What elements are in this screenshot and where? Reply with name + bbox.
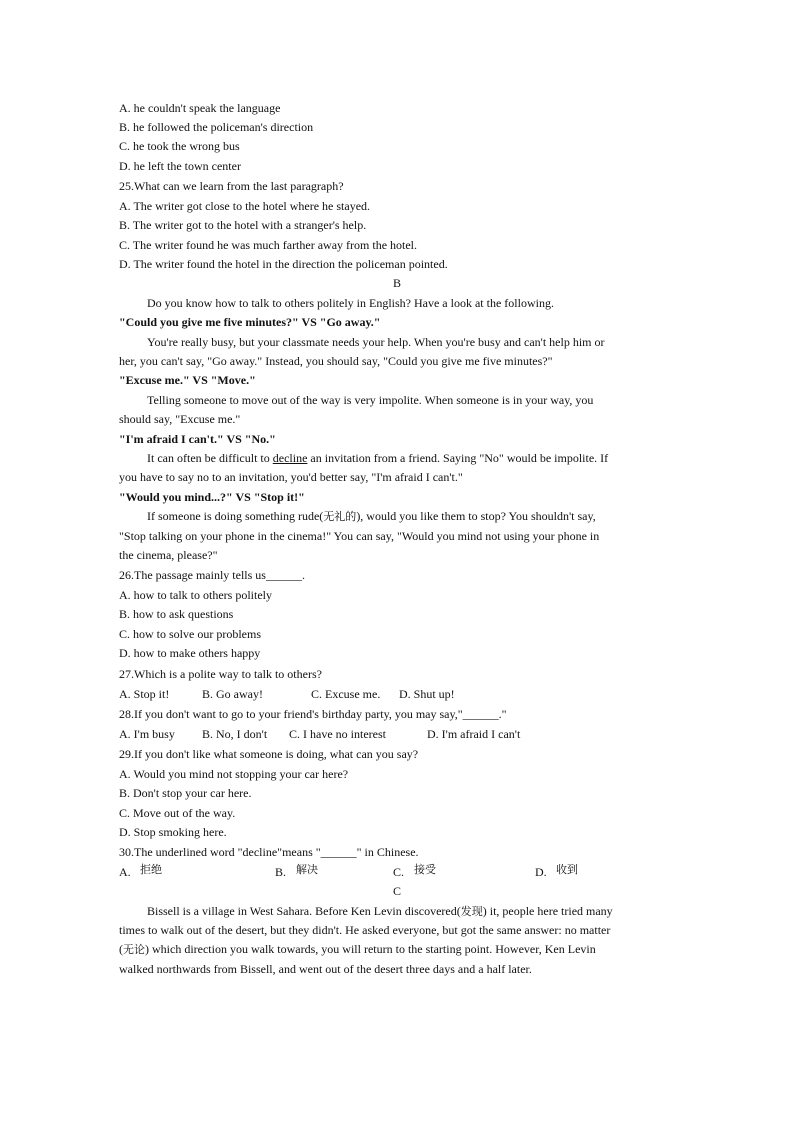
q30-options (119, 862, 599, 880)
section-b-heading-3: "I'm afraid I can't." VS "No." (119, 432, 276, 446)
section-b-heading-2: "Excuse me." VS "Move." (119, 373, 256, 387)
q28-option-b: B. No, I don't (202, 727, 268, 741)
q30-option-b: 解决 (296, 863, 318, 876)
q28-options (119, 726, 539, 742)
q30-option-d-label: D. (535, 865, 547, 879)
p4-chinese-gloss: 无礼的 (323, 510, 357, 523)
c-line3-post: ) which direction you walk towards, you will return to the starting point. However, Ken Levin (145, 942, 596, 956)
section-b-p4-line3: the cinema, please?" (119, 548, 218, 562)
section-c-line4: walked northwards from Bissell, and went out of the desert three days and a half later. (119, 962, 532, 976)
q28-option-c: C. I have no interest (289, 727, 386, 741)
section-b-p2-line1: Telling someone to move out of the way is very impolite. When someone is in your way, you (147, 393, 594, 407)
p3-line1-pre: It can often be difficult to (147, 451, 273, 465)
q30-question: 30.The underlined word "decline"means "______" in Chinese. (119, 845, 419, 859)
q26-question: 26.The passage mainly tells us______. (119, 568, 305, 582)
q30-option-c: 接受 (414, 863, 436, 876)
q27-option-c: C. Excuse me. (311, 687, 381, 701)
q29-option-d: D. Stop smoking here. (119, 825, 227, 839)
q24-option-d: D. he left the town center (119, 159, 241, 173)
q26-option-d: D. how to make others happy (119, 646, 261, 660)
q27-option-b: B. Go away! (202, 687, 263, 701)
q28-question: 28.If you don't want to go to your friend's birthday party, you may say,"______." (119, 707, 507, 721)
section-c-line1 (147, 903, 613, 920)
q25-option-b: B. The writer got to the hotel with a stranger's help. (119, 218, 367, 232)
q30-option-a-label: A. (119, 865, 131, 879)
q29-option-c: C. Move out of the way. (119, 806, 236, 820)
section-b-p4-line1 (147, 508, 596, 525)
c-line1-pre: Bissell is a village in West Sahara. Before Ken Levin discovered( (147, 904, 461, 918)
section-b-p4-line2: "Stop talking on your phone in the cinema!" You can say, "Would you mind not using your phone in (119, 529, 600, 543)
q25-option-a: A. The writer got close to the hotel where he stayed. (119, 199, 371, 213)
section-b-heading-1: "Could you give me five minutes?" VS "Go away." (119, 315, 381, 329)
q29-question: 29.If you don't like what someone is doing, what can you say? (119, 747, 419, 761)
q27-option-d: D. Shut up! (399, 687, 455, 701)
q30-option-c-label: C. (393, 865, 405, 879)
q28-option-d: D. I'm afraid I can't (427, 727, 521, 741)
section-b-label: B (392, 276, 401, 290)
q27-question: 27.Which is a polite way to talk to others? (119, 667, 322, 681)
section-b-p1-line1: You're really busy, but your classmate needs your help. When you're busy and can't help him or (147, 335, 605, 349)
q26-option-c: C. how to solve our problems (119, 627, 261, 641)
section-b-p3-line2: you have to say no to an invitation, you'd better say, "I'm afraid I can't." (119, 470, 463, 484)
q24-option-a: A. he couldn't speak the language (119, 101, 281, 115)
q25-question: 25.What can we learn from the last paragraph? (119, 179, 344, 193)
section-b-p3-line1 (147, 450, 608, 466)
q27-option-a: A. Stop it! (119, 687, 170, 701)
section-c-line3 (119, 941, 596, 958)
q30-option-d: 收到 (556, 863, 578, 876)
p4-line1-post: ), would you like them to stop? You shouldn't say, (356, 509, 596, 523)
c-line1-post: ) it, people here tried many (482, 904, 613, 918)
p4-line1-pre: If someone is doing something rude( (147, 509, 324, 523)
c-line3-pre: ( (119, 942, 123, 956)
decline-underlined-word: decline (272, 451, 308, 465)
q27-options (119, 686, 479, 702)
section-c-line2: times to walk out of the desert, but they didn't. He asked everyone, but got the same answer: no matter (119, 923, 611, 937)
q30-option-a: 拒绝 (140, 863, 162, 876)
q25-option-d: D. The writer found the hotel in the direction the policeman pointed. (119, 257, 448, 271)
section-b-p1-line2: her, you can't say, "Go away." Instead, you should say, "Could you give me five minutes?" (119, 354, 553, 368)
section-b-p2-line2: should say, "Excuse me." (119, 412, 241, 426)
c-line3-chinese-gloss: 无论 (123, 943, 145, 956)
section-c-label: C (392, 884, 401, 898)
section-b-intro: Do you know how to talk to others politely in English? Have a look at the following. (147, 296, 554, 310)
q29-option-a: A. Would you mind not stopping your car here? (119, 767, 349, 781)
c-line1-chinese-gloss: 发现 (460, 905, 483, 918)
q30-option-b-label: B. (275, 865, 287, 879)
q26-option-b: B. how to ask questions (119, 607, 234, 621)
q24-option-b: B. he followed the policeman's direction (119, 120, 314, 134)
q24-option-c: C. he took the wrong bus (119, 139, 240, 153)
q25-option-c: C. The writer found he was much farther away from the hotel. (119, 238, 418, 252)
q29-option-b: B. Don't stop your car here. (119, 786, 252, 800)
p3-line1-post: an invitation from a friend. Saying "No" would be impolite. If (307, 451, 609, 465)
section-b-heading-4: "Would you mind...?" VS "Stop it!" (119, 490, 305, 504)
q26-option-a: A. how to talk to others politely (119, 588, 272, 602)
q28-option-a: A. I'm busy (119, 727, 175, 741)
